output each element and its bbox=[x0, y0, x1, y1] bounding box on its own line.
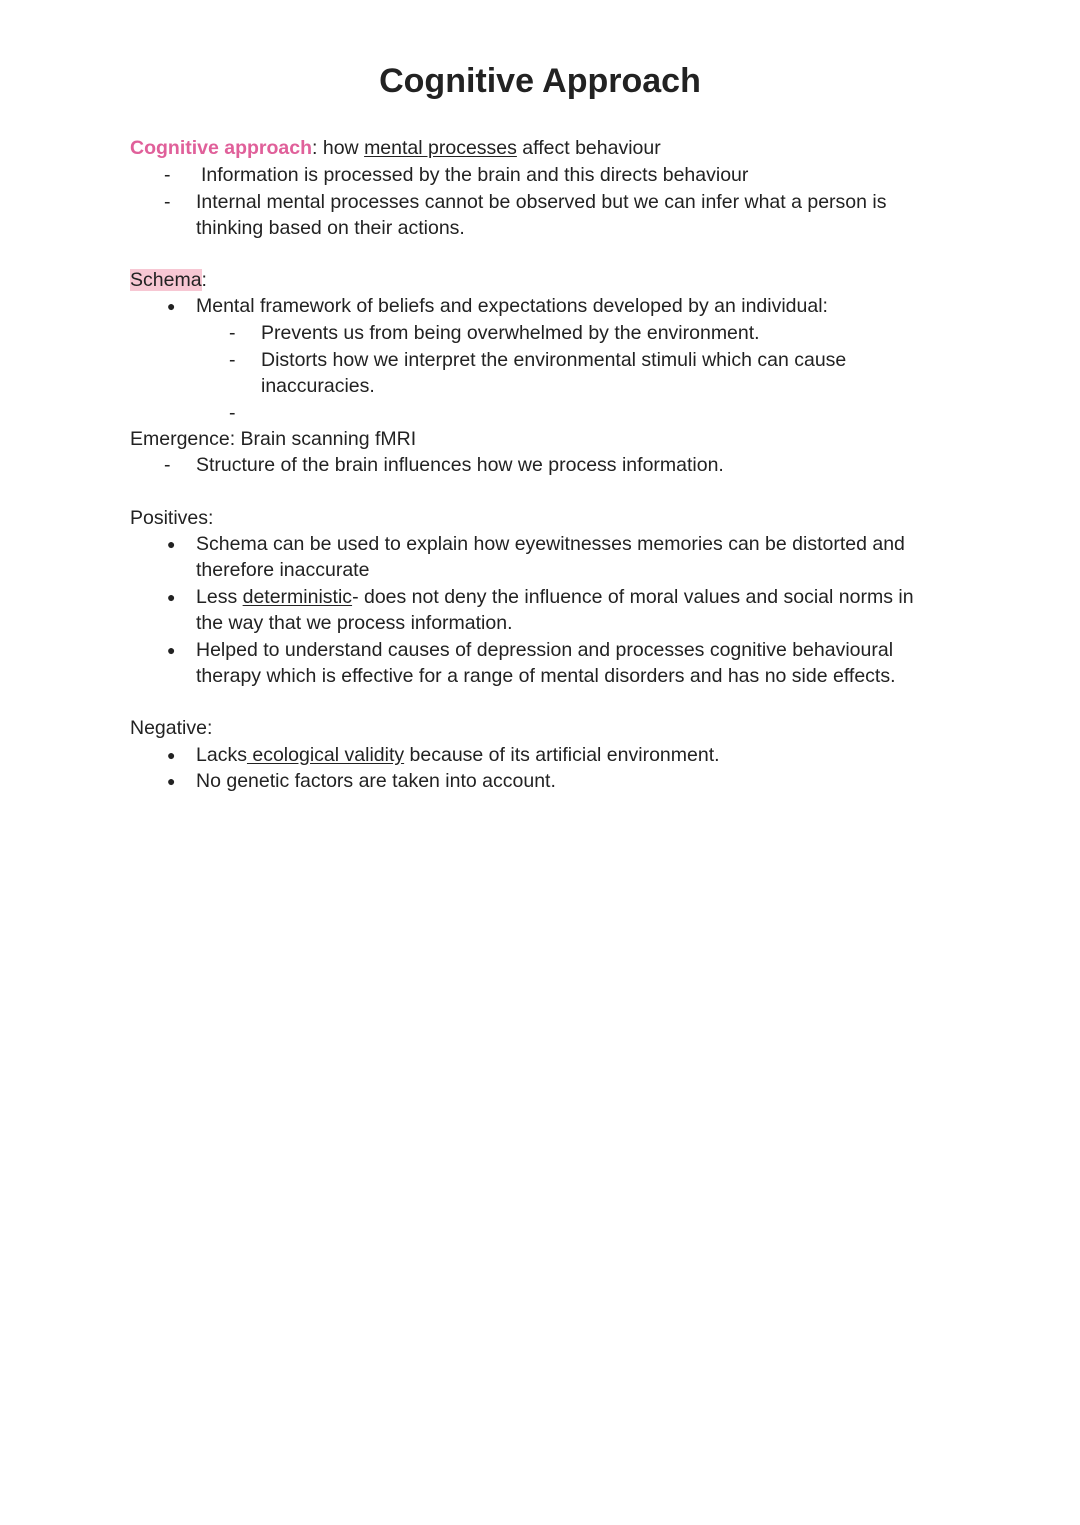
dash-marker: - bbox=[229, 322, 236, 344]
emergence-point: Structure of the brain influences how we process information. bbox=[196, 454, 724, 476]
schema-subpoint: Prevents us from being overwhelmed by the environment. bbox=[261, 322, 760, 344]
dash-marker: - bbox=[164, 191, 171, 213]
bullet-marker: ● bbox=[167, 298, 176, 314]
intro-term: Cognitive approach bbox=[130, 137, 313, 159]
positive-item-cont: the way that we process information. bbox=[196, 612, 513, 634]
intro-point-cont: thinking based on their actions. bbox=[196, 217, 465, 239]
page-title: Cognitive Approach bbox=[379, 62, 701, 100]
schema-heading: Schema: bbox=[130, 269, 207, 291]
bullet-marker: ● bbox=[167, 747, 176, 763]
emergence-heading: Emergence: Brain scanning fMRI bbox=[130, 428, 417, 450]
intro-definition: Cognitive approach: how mental processes affect behaviour bbox=[130, 137, 661, 159]
ecological-validity-underlined: ecological validity bbox=[246, 744, 405, 766]
intro-underlined: mental processes bbox=[364, 137, 517, 159]
intro-point: Internal mental processes cannot be observed but we can infer what a person is bbox=[196, 191, 887, 213]
positive-item: Helped to understand causes of depression and processes cognitive behavioural bbox=[196, 639, 894, 661]
positive-item-cont: therefore inaccurate bbox=[196, 559, 370, 581]
dash-marker: - bbox=[164, 164, 171, 186]
schema-bullet: Mental framework of beliefs and expectations developed by an individual: bbox=[196, 295, 828, 317]
schema-subpoint: Distorts how we interpret the environmental stimuli which can cause bbox=[261, 349, 847, 371]
negative-item: No genetic factors are taken into account. bbox=[196, 770, 556, 792]
positive-item: Less deterministic- does not deny the influence of moral values and social norms in bbox=[196, 586, 914, 608]
bullet-marker: ● bbox=[167, 773, 176, 789]
dash-marker: - bbox=[229, 402, 236, 424]
intro-point: Information is processed by the brain and this directs behaviour bbox=[201, 164, 749, 186]
bullet-marker: ● bbox=[167, 536, 176, 552]
dash-marker: - bbox=[164, 454, 171, 476]
positive-item: Schema can be used to explain how eyewitnesses memories can be distorted and bbox=[196, 533, 905, 555]
bullet-marker: ● bbox=[167, 642, 176, 658]
schema-label: Schema bbox=[130, 269, 202, 291]
deterministic-underlined: deterministic bbox=[242, 586, 353, 608]
bullet-marker: ● bbox=[167, 589, 176, 605]
dash-marker: - bbox=[229, 349, 236, 371]
negative-item: Lacks ecological validity because of its artificial environment. bbox=[196, 744, 720, 766]
positive-item-cont: therapy which is effective for a range of mental disorders and has no side effects. bbox=[196, 665, 896, 687]
schema-subpoint-cont: inaccuracies. bbox=[261, 375, 375, 397]
positives-heading: Positives: bbox=[130, 507, 214, 529]
negative-heading: Negative: bbox=[130, 717, 213, 739]
